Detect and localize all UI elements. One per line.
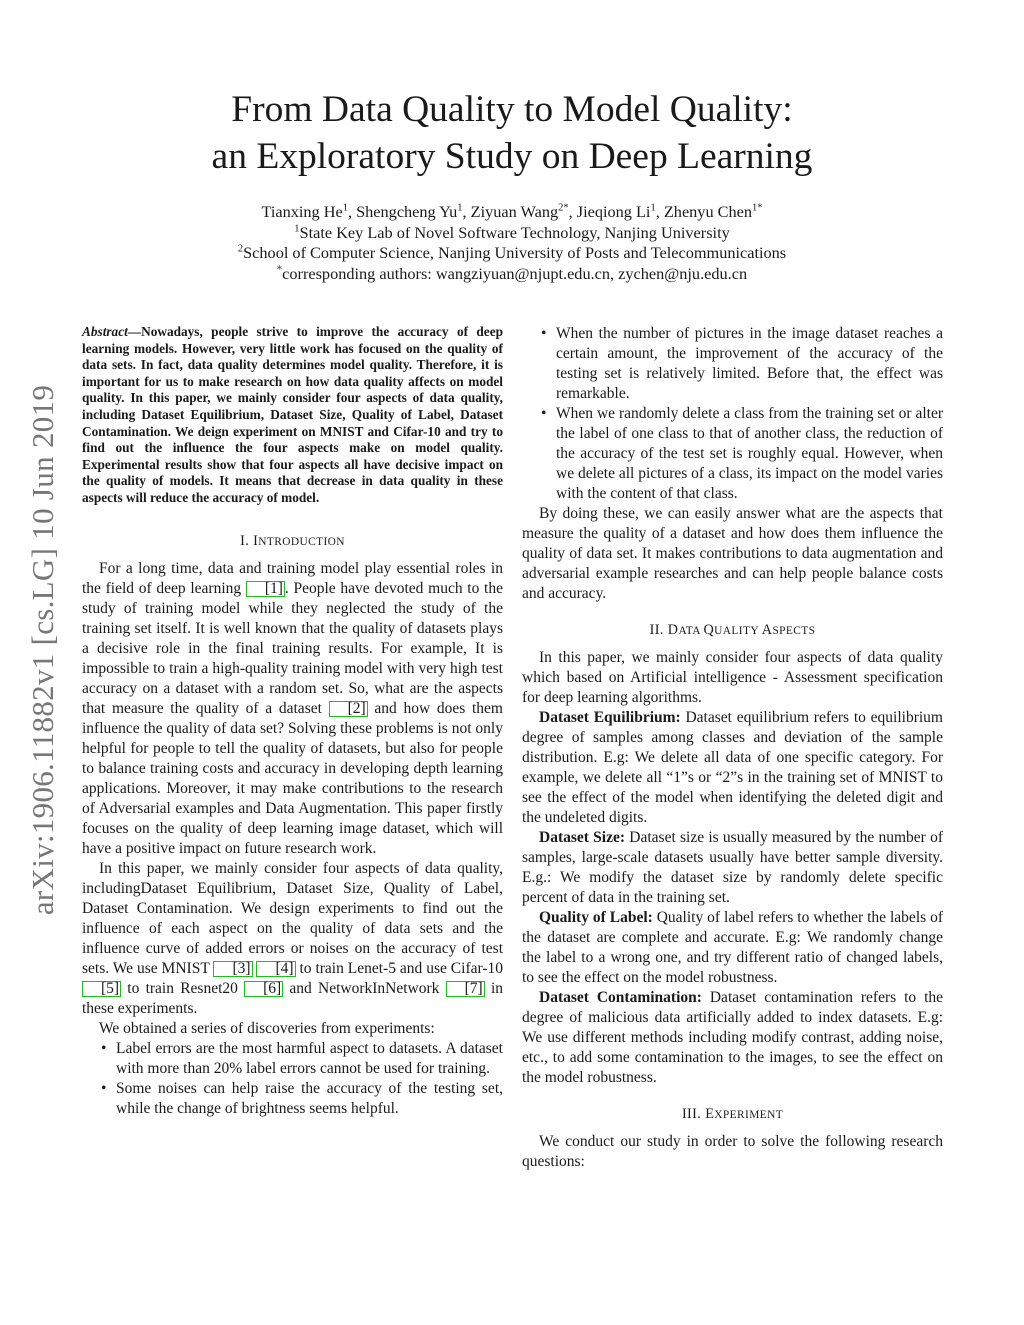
arxiv-side-stamp: arXiv:1906.11882v1 [cs.LG] 10 Jun 2019: [25, 384, 60, 916]
text-run: and how does them influence the quality of data set? Solving these problems is not only helpful for people to tell the quality of datasets, but also for people to balance training costs and accuracy in developing depth learning applications. Moreover, it may make contributions to the research of Adversarial examples and Data Augmentation. This paper firstly focuses on the quality of deep learning image dataset, which will have a positive impact on future research work.: [82, 699, 503, 857]
citation-link[interactable]: [7]: [446, 981, 485, 997]
intro-paragraph-2: [82, 859, 503, 1019]
aspects-intro-paragraph: In this paper, we mainly consider four aspects of data quality which based on Artificial intelligence - Assessment specification for deep learning algorithms.: [522, 649, 943, 706]
list-item-text: Some noises can help raise the accuracy of the testing set, while the change of brightness seems helpful.: [116, 1079, 503, 1117]
text-run: Quality of label refers to whether the labels of the dataset are complete and accurate. E.g: We randomly change the label to a wrong one, and try different ratio of changed labels, to see the effect on the model robustness.: [522, 909, 944, 986]
title-line-2: an Exploratory Study on Deep Learning: [211, 136, 813, 177]
citation-link[interactable]: [2]: [329, 701, 368, 717]
abstract-text: —Nowadays, people strive to improve the accuracy of deep learning models. However, very little work has focused on the quality of data sets. In fact, data quality determines model quality. Therefore, it is important for us to make research on how data quality affects on model quality. In this paper, we mainly consider four aspects of data quality, including Dataset Equilibrium, Dataset Size, Quality of Label, Dataset Contamination. We deign experiment on MNIST and Cifar-10 and try to find out the influence the four aspects make on model quality. Experimental results show that four aspects all have decisive impact on the quality of models. It means that decrease in data quality in these aspects will reduce the accuracy of model.: [82, 324, 503, 505]
citation-link[interactable]: [4]: [256, 961, 295, 977]
bullet-icon: •: [541, 405, 547, 422]
text-run: to train Resnet20: [121, 979, 245, 997]
list-item-text: When the number of pictures in the image dataset reaches a certain amount, the improvement of the accuracy of the testing set is relatively limited. Before that, the effect was remarkable.: [556, 325, 943, 402]
author-name: Tianxing He: [261, 202, 343, 221]
dataset-size-paragraph: [522, 828, 943, 908]
text-run: in these experiments.: [82, 979, 503, 1017]
author-sup: 1: [650, 202, 656, 214]
author-name: , Ziyuan Wang: [462, 202, 559, 221]
term-label: Dataset Equilibrium:: [539, 709, 681, 726]
author-name: , Zhenyu Chen: [655, 202, 753, 221]
bullet-icon: •: [541, 325, 547, 342]
author-sup: 1: [342, 202, 348, 214]
heading-part: XPERIMENT: [714, 1109, 784, 1121]
intro-paragraph-3: We obtained a series of discoveries from experiments:: [99, 1019, 435, 1037]
author-list: [0, 202, 1024, 223]
left-column: [82, 324, 503, 1119]
affiliation-1: [0, 223, 1024, 244]
text-run: and NetworkInNetwork: [283, 979, 446, 997]
heading-part: Q: [703, 622, 715, 638]
citation-link[interactable]: [3]: [213, 961, 252, 977]
citation-link[interactable]: [1]: [246, 581, 285, 597]
list-item: [522, 324, 943, 404]
heading-part: I. I: [240, 532, 259, 549]
corresponding-authors: [0, 264, 1024, 285]
affiliation-2: [0, 243, 1024, 264]
author-sup: 1*: [752, 202, 763, 214]
corresponding-sup: *: [276, 264, 283, 276]
intro-paragraph-4: By doing these, we can easily answer what are the aspects that measure the quality of a dataset and how does them influence the quality of data set. It makes contributions to data augmentation and adversarial example researches and can help people balance costs and accuracy.: [522, 505, 943, 602]
text-run: . People have devoted much to the study of training model while they neglected the study of the training set itself. It is well known that the quality of datasets plays a decisive role in the final training results. For example, It is impossible to train a high-quality training model with very high test accuracy on a dataset with a random set. So, what are the aspects that measure the quality of a dataset: [82, 579, 503, 717]
discoveries-list: [82, 1039, 503, 1119]
term-label: Dataset Contamination:: [539, 989, 702, 1006]
abstract-label: Abstract: [82, 324, 128, 339]
author-sup: 2*: [558, 202, 569, 214]
text-run: to train Lenet-5 and use Cifar-10: [295, 959, 503, 977]
heading-part: A: [761, 622, 773, 638]
text-run: For a long time, data and training model play essential roles in the field of deep learning: [82, 559, 503, 597]
heading-part: NTRODUCTION: [258, 535, 345, 548]
right-column: [522, 324, 943, 1172]
heading-part: SPECTS: [772, 625, 816, 637]
intro-paragraph-1: [82, 559, 503, 859]
bullet-icon: •: [101, 1039, 107, 1057]
affiliation-text: State Key Lab of Novel Software Technology, Nanjing University: [299, 222, 730, 242]
section-heading-experiment: [522, 1106, 943, 1123]
paper-title: [0, 86, 1024, 180]
term-label: Dataset Size:: [539, 829, 626, 846]
bullet-icon: •: [101, 1079, 107, 1097]
section-heading-introduction: [82, 533, 503, 550]
author-name: , Shengcheng Yu: [347, 202, 458, 221]
list-item: [522, 404, 943, 504]
quality-of-label-paragraph: [522, 908, 943, 988]
text-run: Dataset equilibrium refers to equilibrium degree of samples among classes and deviation of the sample distribution. E.g: We delete all data of one specific category. For example, we delete all “1”s or “2”s in the training set of MNIST to see the effect of the model when identifying the deleted digit and the undeleted digits.: [522, 709, 943, 826]
heading-part: UALITY: [714, 625, 762, 637]
author-block: [0, 202, 1024, 284]
section-heading-data-quality-aspects: [522, 622, 943, 639]
list-item-text: When we randomly delete a class from the training set or alter the label of one class to that of another class, the reduction of the accuracy of the test set is roughly equal. However, when we delete all pictures of a class, its impact on the model varies with the content of that class.: [556, 405, 943, 502]
heading-part: II. D: [649, 622, 679, 638]
experiment-paragraph-1: We conduct our study in order to solve the following research questions:: [522, 1133, 943, 1170]
text-run: Dataset contamination refers to the degree of malicious data artificially added to index datasets. E.g: We use different methods including modify contrast, adding noise, etc., to add some contamination to the images, to see the effect on the model robustness.: [522, 989, 944, 1086]
text-run: In this paper, we mainly consider four aspects of data quality, includingDataset Equilibrium, Dataset Size, Quality of Label, Dataset Contamination. We design experiments to find out the influence of each aspect on the quality of data sets and the influence curve of added errors or noises on the accuracy of test sets. We use MNIST: [82, 859, 503, 977]
text-run: Dataset size is usually measured by the number of samples, large-scale datasets usually have better sample diversity. E.g.: We modify the dataset size by randomly delete specific percent of data in the training set.: [522, 829, 943, 906]
citation-link[interactable]: [5]: [82, 981, 121, 997]
affiliation-sup: 2: [237, 243, 244, 255]
heading-part: ATA: [678, 625, 704, 637]
title-line-1: From Data Quality to Model Quality:: [231, 89, 793, 130]
list-item-text: Label errors are the most harmful aspect to datasets. A dataset with more than 20% label errors cannot be used for training.: [116, 1039, 503, 1077]
citation-link[interactable]: [6]: [244, 981, 283, 997]
dataset-contamination-paragraph: [522, 988, 943, 1088]
corresponding-text: corresponding authors: wangziyuan@njupt.edu.cn, zychen@nju.edu.cn: [282, 263, 748, 283]
list-item: [82, 1079, 503, 1119]
abstract: [82, 324, 503, 507]
author-sup: 1: [457, 202, 463, 214]
discoveries-list-continued: [522, 324, 943, 504]
heading-part: III. E: [681, 1106, 715, 1122]
list-item: [82, 1039, 503, 1079]
term-label: Quality of Label:: [539, 909, 653, 926]
author-name: , Jieqiong Li: [568, 202, 651, 221]
affiliation-sup: 1: [294, 223, 300, 235]
dataset-equilibrium-paragraph: [522, 708, 943, 828]
affiliation-text: School of Computer Science, Nanjing University of Posts and Telecommunications: [243, 243, 787, 262]
